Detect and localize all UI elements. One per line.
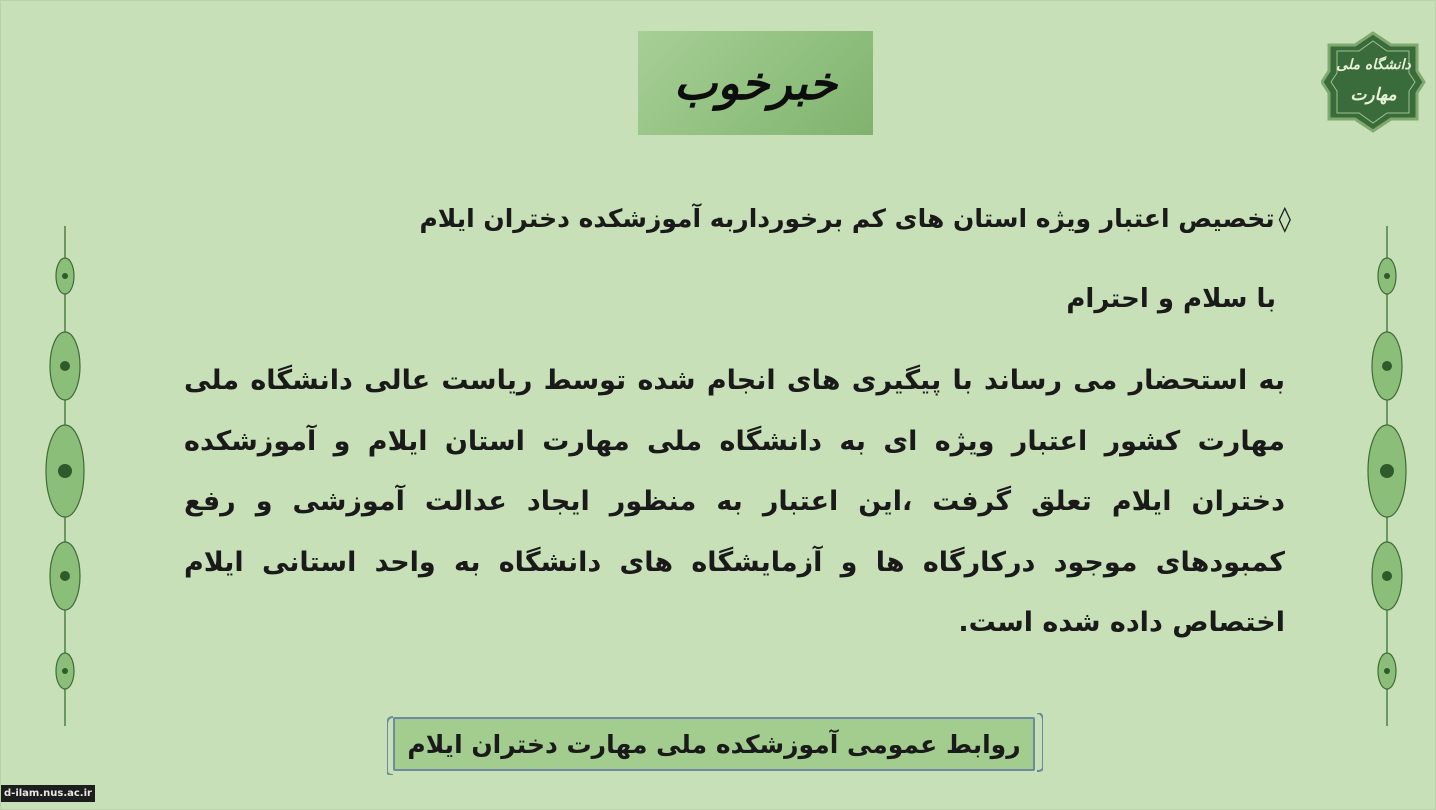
footer-label: روابط عمومی آموزشکده ملی مهارت دختران ایلام bbox=[407, 729, 1021, 759]
diamond-bullet-icon: ◊ bbox=[1278, 204, 1291, 233]
right-ornament-icon bbox=[1367, 226, 1407, 726]
left-ornament-icon bbox=[45, 226, 85, 726]
site-watermark: d-ilam.nus.ac.ir bbox=[1, 785, 95, 802]
title-banner bbox=[638, 31, 873, 135]
logo-line1: دانشگاه ملی bbox=[1336, 57, 1411, 73]
banner-title: خبرخوب bbox=[673, 56, 838, 110]
logo-badge-icon bbox=[1321, 31, 1426, 133]
greeting: با سلام و احترام bbox=[1066, 284, 1276, 314]
news-body: به استحضار می رساند با پیگیری های انجام شده توسط ریاست عالی دانشگاه ملی مهارت کشور اعتبار ویژه ای به دانشگاه ملی مهارت استان ایلام و آموزشکده دختران ایلام تعلق گرفت ،این اعتبار به منظور ایجاد عدالت آموزشی و رفع کمبودهای موجود درکارگاه ها و آزمایشگاه های دانشگاه به واحد استانی ایلام اختصاص داده شده است. bbox=[184, 365, 1285, 638]
logo-line2: مهارت bbox=[1350, 85, 1397, 105]
news-headline bbox=[341, 204, 1291, 233]
footer-box bbox=[393, 717, 1035, 771]
footer-scroll bbox=[387, 713, 1043, 775]
headline-text: تخصیص اعتبار ویژه استان های کم برخورداربه آموزشکده دختران ایلام bbox=[419, 204, 1275, 233]
university-logo bbox=[1321, 31, 1426, 133]
